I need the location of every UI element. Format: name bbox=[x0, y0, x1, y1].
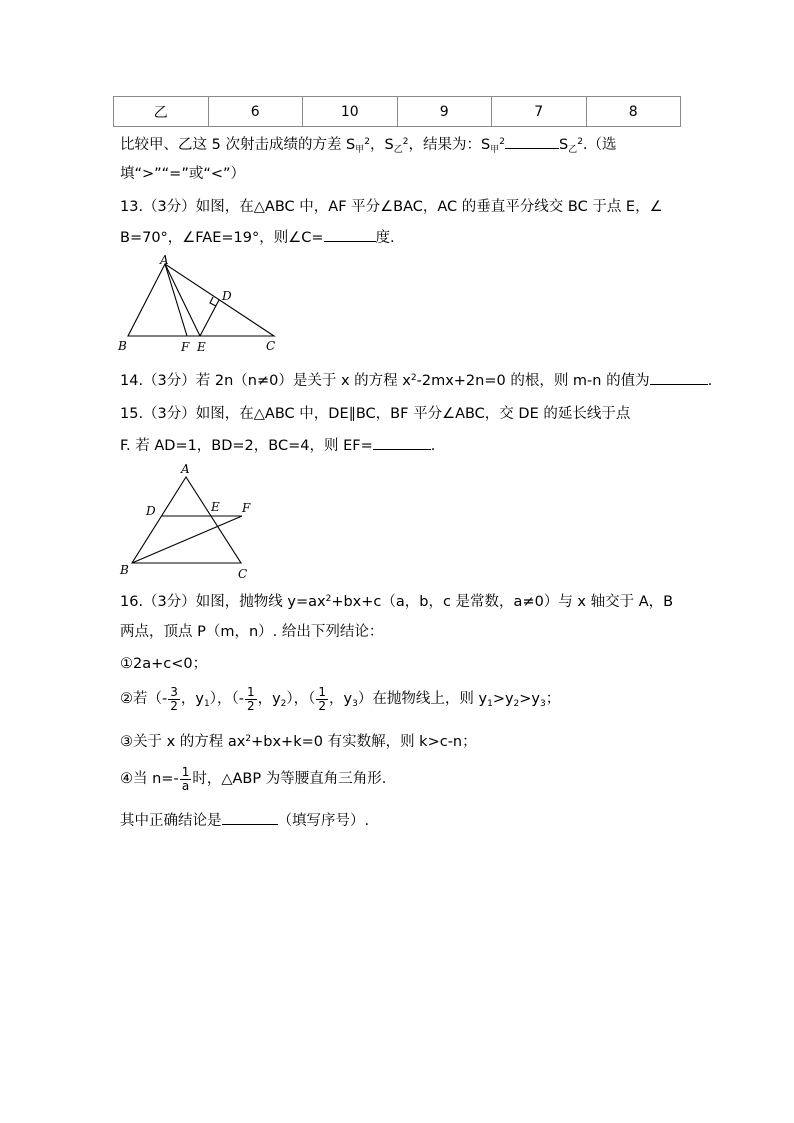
table-cell: 10 bbox=[303, 97, 398, 127]
answer-blank[interactable] bbox=[324, 227, 376, 242]
figure-q13-triangle bbox=[112, 254, 287, 354]
q16-conclusion-1: ①2a+c<0； bbox=[120, 656, 208, 672]
table-cell: 8 bbox=[586, 97, 681, 127]
right-angle-mark bbox=[210, 297, 216, 306]
q15-line1: 15.（3分）如图，在△ABC 中，DE∥BC，BF 平分∠ABC，交 DE 的延长线于点 bbox=[120, 406, 631, 422]
table-row-label: 乙 bbox=[114, 97, 209, 127]
label-d: D bbox=[146, 504, 156, 518]
triangle-abc bbox=[128, 264, 274, 336]
figure-q15-triangle bbox=[112, 460, 262, 585]
q13-line2: B=70°，∠FAE=19°，则∠C= 度. bbox=[120, 227, 395, 248]
q13-line1: 13.（3分）如图，在△ABC 中，AF 平分∠BAC，AC 的垂直平分线交 BC 于点 E，∠ bbox=[120, 199, 663, 215]
segment-af bbox=[165, 264, 187, 336]
q16-conclusion-4: ④当 n=- $\frac{1}{a}$ 时，△ABP 为等腰直角三角形. bbox=[120, 764, 387, 793]
fraction: $\frac{1}{a}$ bbox=[181, 764, 190, 793]
q12-line1: 比较甲、乙这 5 次射击成绩的方差 $S_甲^2$，$S_乙^2$，结果为：$S_甲^2$ $S_乙^2$.（选 bbox=[120, 134, 617, 155]
q15-line2: F. 若 AD=1，BD=2，BC=4，则 EF= . bbox=[120, 435, 435, 456]
segment-ed bbox=[200, 300, 219, 336]
q14-line: 14.（3分）若 2n（n≠0）是关于 x 的方程 $x^2-2mx+2n=0$ 的根，则 m-n 的值为 . bbox=[120, 370, 712, 391]
fraction: $\frac{1}{2}$ bbox=[318, 684, 327, 713]
q16-conclusion-3: ③关于 x 的方程 $ax^2+bx+k=0$ 有实数解，则 k>c-n； bbox=[120, 734, 477, 750]
answer-blank[interactable] bbox=[505, 134, 559, 149]
answer-blank[interactable] bbox=[373, 435, 431, 450]
table-row bbox=[114, 97, 681, 127]
label-d: D bbox=[222, 289, 232, 303]
q16-line1: 16.（3分）如图，抛物线 $y=ax^2+bx+c(a$，b，c 是常数，a≠0）与 x 轴交于 A，B bbox=[120, 594, 674, 610]
table-cell: 9 bbox=[397, 97, 492, 127]
q12-line2: 填“>”“=”或“<”） bbox=[120, 166, 246, 182]
q16-final-line: 其中正确结论是 （填写序号）. bbox=[120, 810, 369, 831]
score-table bbox=[113, 96, 681, 127]
label-b: B bbox=[120, 563, 129, 577]
answer-blank[interactable] bbox=[650, 370, 708, 385]
label-c: C bbox=[238, 567, 248, 581]
answer-blank[interactable] bbox=[222, 810, 278, 825]
label-b: B bbox=[118, 339, 127, 353]
label-f: F bbox=[181, 340, 190, 354]
segment-ae bbox=[165, 264, 200, 336]
label-f: F bbox=[242, 501, 251, 515]
fraction: $\frac{3}{2}$ bbox=[170, 684, 178, 713]
table-cell: 6 bbox=[208, 97, 303, 127]
label-e: E bbox=[197, 340, 206, 354]
q16-line2: 两点，顶点 P（m，n）. 给出下列结论： bbox=[120, 624, 384, 640]
label-a: A bbox=[181, 462, 190, 476]
label-e: E bbox=[211, 500, 220, 514]
q16-conclusion-2: ②若（- $\frac{3}{2}$ ，$y_1$），（- $\frac{1}{2}$ ，$y_2$），（ $\frac{1}{2}$ ，$y_3$）在抛物线上，则 $y_1>y_2>y_3$； bbox=[120, 684, 561, 713]
triangle-abc bbox=[132, 477, 241, 563]
label-c: C bbox=[266, 339, 276, 353]
table-cell: 7 bbox=[492, 97, 587, 127]
label-a: A bbox=[160, 254, 169, 267]
fraction: $\frac{1}{2}$ bbox=[246, 684, 255, 713]
